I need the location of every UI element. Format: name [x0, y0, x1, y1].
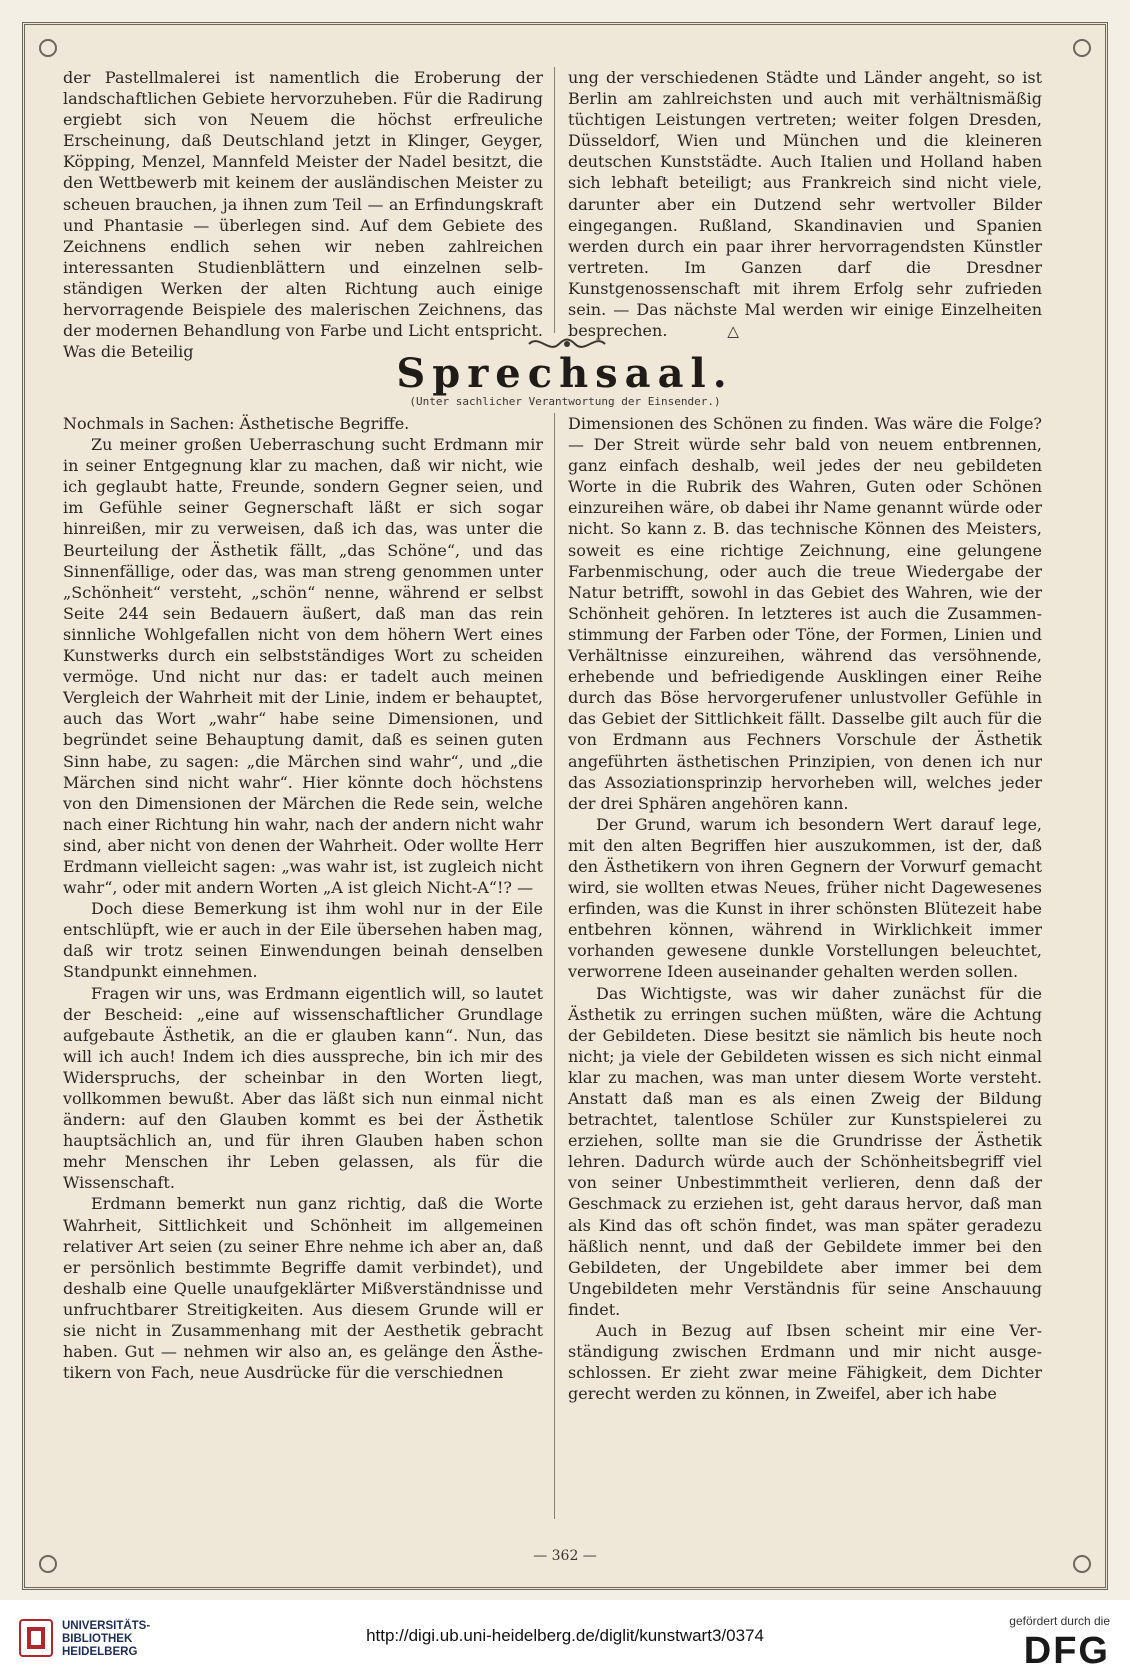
funding-note: gefördert durch die [1009, 1614, 1110, 1628]
viewer-footer [0, 1600, 1130, 1677]
page-number: — 362 — [533, 1548, 597, 1564]
paragraph: ung der verschiedenen Städte und Länder angeht, so ist Berlin am zahlreichsten und auch mit verhältnismäßig tüchtigen Leistungen vertreten; weiter folgen Dresden, Düsseldorf, Wien und München und die kleineren deutschen Kunststädte. Auch Italien und Holland haben sich lebhaft beteiligt; aus Frankreich sind nicht viele, darunter aber ein Dutzend sehr wertvoller Bilder eingegangen. Rußland, Skandinavien und Spanien werden durch ein paar ihrer hervorragendsten Künstler vertreten. Im Ganzen darf die Dresdner Kunstgenossenschaft mit ihrem Erfolg sehr zufrieden sein. — Das nächste Mal werden wir einige Einzelheiten besprechen. △ [568, 67, 1042, 342]
paragraph: Auch in Bezug auf Ibsen scheint mir eine Verständigung zwischen Erdmann und mir nicht ausgeschlossen. Er zieht zwar meine Fähigkeit, dem Dichter gerecht werden zu können, in Zweifel, aber ich habe [568, 1321, 1042, 1404]
article-right-column [568, 413, 1042, 1519]
paragraph: der Pastellmalerei ist namentlich die Eroberung der landschaftlichen Gebiete hervorzuheben. Für die Radirung ergiebt sich von Neuem die höchst erfreuliche Erscheinung, daß Deutschland jetzt in Klinger, Geyger, Köpping, Menzel, Mannfeld Meister der Nadel besitzt, die den Wettbewerb mit keinem der ausländischen Meister zu scheuen brauchen, ja ihnen zum Teil — an Erfindungskraft und Phantasie — überlegen sind. Auf dem Gebiete des Zeichnens endlich sehen wir neben zahlreichen interessanten Studienblättern und einzelnen selbständigen Werken der alten Richtung auch einige hervorragende Beispiele des malerischen Zeichnens, das der modernen Behandlung von Farbe und Licht entspricht. Was die Beteilig [63, 68, 543, 362]
article-title: Nochmals in Sachen: Ästhetische Begriffe. [63, 414, 410, 433]
top-right-column [568, 67, 1042, 341]
section-heading: Sprechsaal. [396, 350, 734, 397]
top-left-column [63, 67, 543, 362]
university-name-line: HEIDELBERG [62, 1646, 138, 1658]
section-subheading: (Unter sachlicher Verantwortung der Einsender.) [409, 395, 721, 408]
corner-ornament [1073, 39, 1091, 57]
paragraph: Zu meiner großen Ueberraschung sucht Erdmann mir in seiner Entgegnung klar zu machen, daß wir nicht, wie ich geglaubt hatte, Freunde, sondern Gegner seien, und im Gefühle seiner Gegnerschaft läßt er sich sogar hinreißen, mir zu verweisen, daß ich das, was unter die Beurteilung der Ästhetik fällt, „das Schöne“, und das Sinnenfällige, oder das, was man streng genommen unter „Schönheit“ versteht, „schön“ nenne, während er selbst Seite 244 sein Bedauern äußert, daß man das rein sinnliche Wohlgefallen nicht von dem höhern Wert eines Kunstwerks durch ein selbstständiges Wort zu scheiden vermöge. Und nicht nur das: er tadelt auch meinen Vergleich der Wahrheit mit der Linie, indem er behauptet, auch das Wort „wahr“ habe seine Dimensionen, und begründet seine Behauptung damit, daß es seinen guten Sinn habe, zu sagen: „die Märchen sind wahr“, und „die Märchen sind nicht wahr“. Hier könnte doch höchstens von den Dimensionen der Märchen die Rede sein, welche nach einer Richtung hin wahr, nach der andern nicht wahr sind, aber nicht von denen der Wahrheit. Oder wollte Herr Erdmann vielleicht sagen: „was wahr ist, ist zugleich nicht wahr“, oder mit andern Worten „A ist gleich Nicht-A“!? — [63, 435, 543, 898]
paragraph: Das Wichtigste, was wir daher zunächst für die Ästhetik zu erringen suchen müßten, wäre die Achtung der Gebildeten. Diese besitzt sie nämlich bis heute noch nicht; ja viele der Gebildeten wissen es sich nicht einmal klar zu machen, was man unter diesem Worte versteht. Anstatt daß man es als einen Zweig der Bildung betrachtet, talentlose Schüler zur Kunstspielerei zu erziehen, sollte man sie die Grundrisse der Ästhetik lehren. Dadurch würde auch der Schönheitsbegriff viel von seiner Unbestimmtheit verlieren, denn daß der Geschmack zu erziehen ist, geht daraus hervor, daß man als Kind das oft schön findet, was man später geradezu häßlich nennt, und daß der Gebildete immer bei den Gebildeten, der Ungebildete aber immer bei dem Ungebildeten mehr Verständnis für seine Anschauung findet. [568, 983, 1042, 1319]
end-mark: △ [727, 322, 739, 341]
dfg-logo[interactable]: DFG [1023, 1630, 1110, 1672]
paragraph: Fragen wir uns, was Erdmann eigentlich will, so lautet der Bescheid: „eine auf wissenschaftlicher Grundlage aufgebaute Ästhetik, an die er glauben kann“. Nun, das will ich auch! Indem ich dies ausspreche, bin ich mir des Widerspruchs, der scheinbar in den Worten liegt, vollkommen bewußt. Aber das läßt sich nun einmal nicht ändern: auf den Glauben kommt es bei der Ästhetik hauptsächlich an, und für ihren Glauben haben schon mehr Menschen ihr Leben gelassen, als für die Wissenschaft. [63, 983, 543, 1193]
paragraph: Dimensionen des Schönen zu finden. Was wäre die Folge? — Der Streit würde sehr bald von neuem entbrennen, ganz einfach deshalb, weil jedes der neu gebildeten Worte in die Rubrik des Wahren, Guten oder Schönen einzureihen wäre, ob dabei ihr Name genannt würde oder nicht. So kann z. B. das technische Können des Meisters, soweit es eine richtige Zeichnung, eine gelungene Farbenmischung, oder auch die treue Wiedergabe der Natur betrifft, sowohl in das Gebiet des Wahren, wie der Schönheit gehören. In letzteres ist auch die Zusammenstimmung der Farben oder Töne, der Formen, Linien und Verhältnisse einzureihen, während das versöhnende, erhebende und befriedigende Ausklingen einer Reihe durch das Böse hervorgerufener unlustvoller Gefühle in das Gebiet der Sittlichkeit fällt. Dasselbe gilt auch für die von Erdmann aus Fechners Vorschule der Ästhetik angeführten ästhetischen Prinzipien, von denen ich nur das Assoziationsprinzip hervorheben will, welches jeder der drei Sphären angehören kann. [568, 414, 1042, 813]
university-name-line: BIBLIOTHEK [62, 1633, 133, 1645]
paragraph: Doch diese Bemerkung ist ihm wohl nur in der Eile entschlüpft, wie er auch in der Eile übersehen haben mag, daß wir trotz seinen Einwendungen beinah denselben Standpunkt einnehmen. [63, 899, 543, 982]
column-divider [554, 67, 555, 333]
university-name-line: UNIVERSITÄTS- [62, 1620, 151, 1632]
article-left-column [63, 413, 543, 1519]
paragraph: Erdmann bemerkt nun ganz richtig, daß die Worte Wahrheit, Sittlichkeit und Schönheit im allgemeinen relativer Art seien (zu seiner Ehre nehme ich aber an, daß er persönlich bestimmte Begriffe damit verbindet), und deshalb eine Quelle unaufgeklärter Mißverständnisse und unfruchtbarer Streitigkeiten. Aus diesem Grunde will er sie nicht in Zusammenhang mit der Aesthetik gebracht haben. Gut — nehmen wir also an, es gelänge den Ästhetikern von Fach, neue Ausdrücke für die verschiednen [63, 1194, 543, 1383]
corner-ornament [39, 39, 57, 57]
column-divider [554, 413, 555, 1519]
source-url-link[interactable]: http://digi.ub.uni-heidelberg.de/diglit/kunstwart3/0374 [366, 1626, 764, 1645]
paragraph: Der Grund, warum ich besondern Wert darauf lege, mit den alten Begriffen hier auszukommen, ist der, daß den Ästhetikern von ihren Gegnern der Vorwurf gemacht wird, sie wollten etwas Neues, früher nicht Dagewesenes erfinden, was die Kunst in ihrer schönsten Blütezeit habe entbehren können, während in Wirklichkeit immer vorhanden gewesene dunkle Vorstellungen beleuchtet, verworrene Ideen auseinander gehalten werden sollen. [568, 814, 1042, 982]
